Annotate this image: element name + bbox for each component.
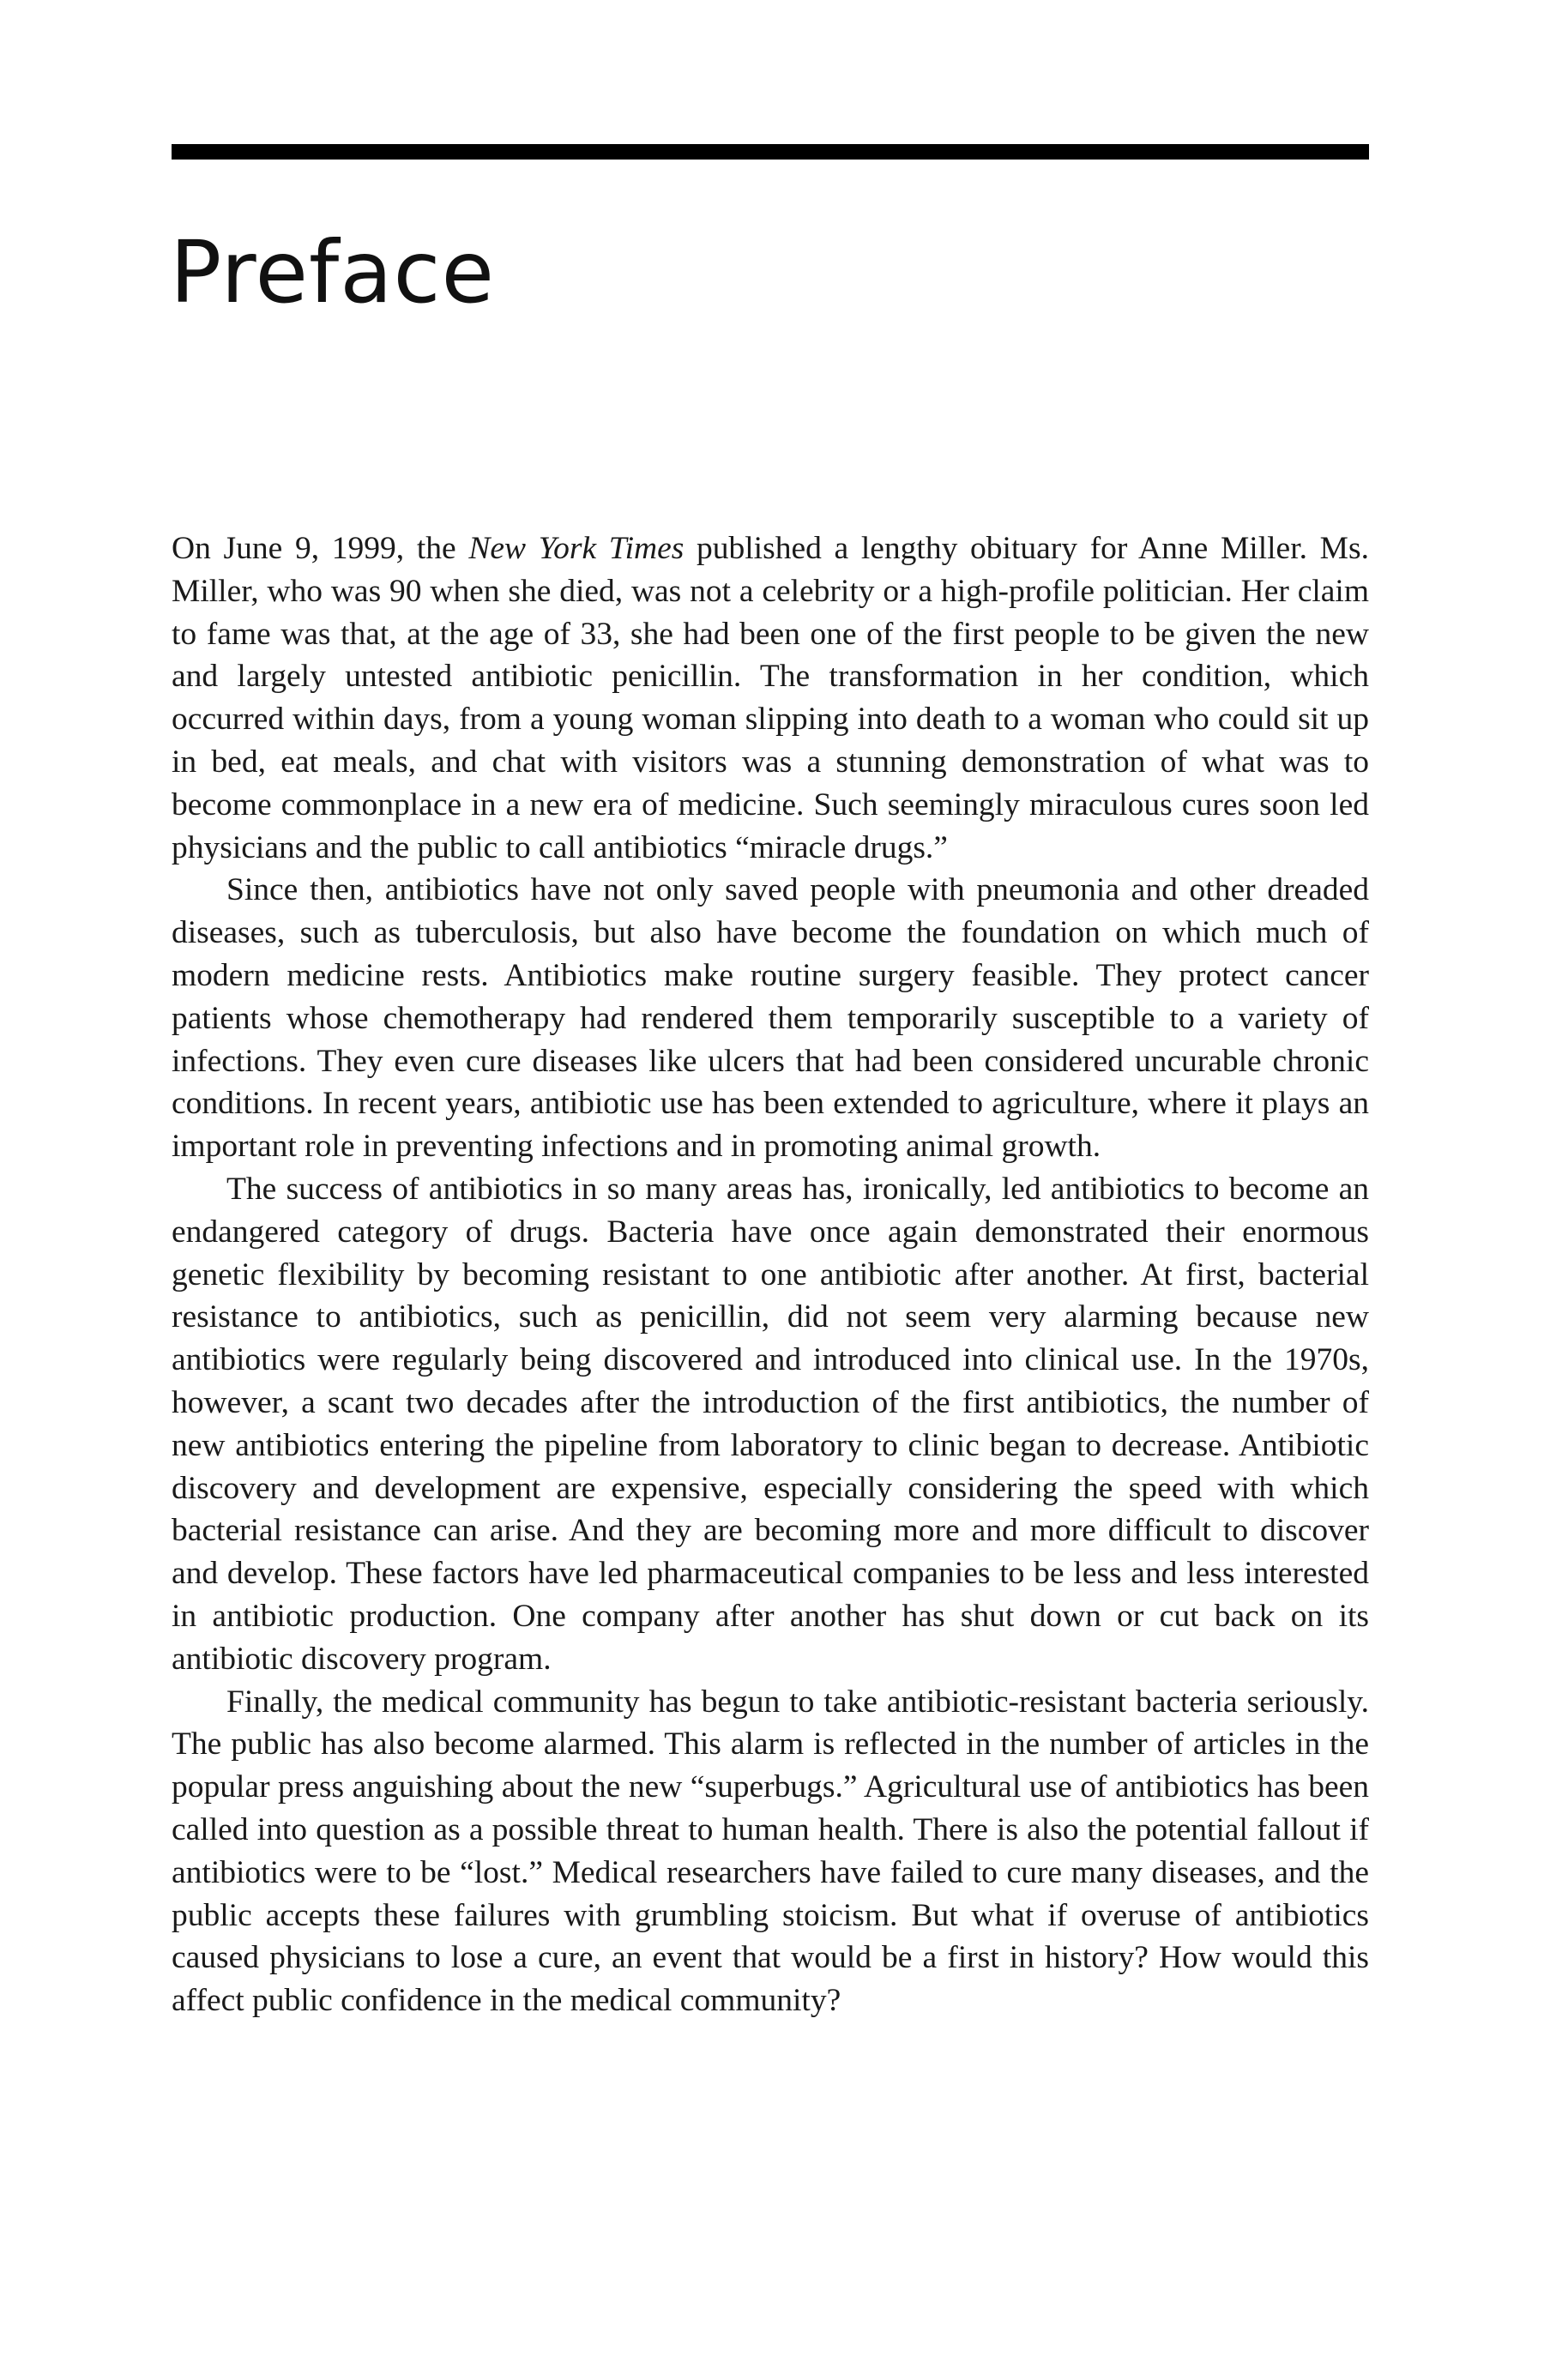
paragraph-1 — [172, 527, 1369, 869]
paragraph-2: Since then, antibiotics have not only saved people with pneumonia and other dreaded diseases, such as tuberculosis, but also have become the foundation on which much of modern medicine rests. Antibiotics make routine surgery feasible. They protect cancer patients whose chemotherapy had rendered them temporarily susceptible to a variety of infections. They even cure diseases like ulcers that had been considered uncurable chronic conditions. In recent years, antibiotic use has been extended to agriculture, where it plays an important role in preventing infections and in promoting animal growth. — [172, 872, 1369, 1165]
preface-body — [172, 527, 1369, 2022]
paragraph-4: Finally, the medical community has begun to take antibiotic-resistant bacteria seriously. The public has also become alarmed. This alarm is reflected in the number of articles in the popular press anguishing about the new “superbugs.” Agricultural use of antibiotics has been called into question as a possible threat to human health. There is also the potential fallout if antibiotics were to be “lost.” Medical researchers have failed to cure many diseases, and the public accepts these failures with grumbling stoicism. But what if overuse of antibiotics caused physicians to lose a cure, an event that would be a first in history? How would this affect public confidence in the medical community? — [172, 1684, 1369, 2019]
paragraph-3: The success of antibiotics in so many areas has, ironically, led antibiotics to become an endangered category of drugs. Bacteria have once again demonstrated their enormous genetic flexibility by becoming resistant to one antibiotic after another. At first, bacterial resistance to antibiotics, such as penicillin, did not seem very alarming because new antibiotics were regularly being discovered and introduced into clinical use. In the 1970s, however, a scant two decades after the introduction of the first antibiotics, the number of new antibiotics entering the pipeline from laboratory to clinic began to decrease. Antibiotic discovery and development are expensive, especially considering the speed with which bacterial resistance can arise. And they are becoming more and more difficult to discover and develop. These factors have led pharmaceutical companies to be less and less interested in antibiotic production. One company after another has shut down or cut back on its antibiotic discovery program. — [172, 1171, 1369, 1677]
chapter-title: Preface — [170, 222, 495, 322]
paragraph-1-lead: On June 9, 1999, the — [172, 531, 469, 566]
chapter-top-rule — [172, 144, 1369, 160]
paragraph-1-rest: published a lengthy obituary for Anne Miller. Ms. Miller, who was 90 when she died, was not a celebrity or a high-profile politician. Her claim to fame was that, at the age of 33, she had been one of the first people to be given the new and largely untested antibiotic penicillin. The transformation in her condition, which occurred within days, from a young woman slipping into death to a woman who could sit up in bed, eat meals, and chat with visitors was a stunning demonstration of what was to become commonplace in a new era of medicine. Such seemingly miraculous cures soon led physicians and the public to call antibiotics “miracle drugs.” — [172, 531, 1369, 865]
newspaper-title: New York Times — [468, 531, 685, 566]
